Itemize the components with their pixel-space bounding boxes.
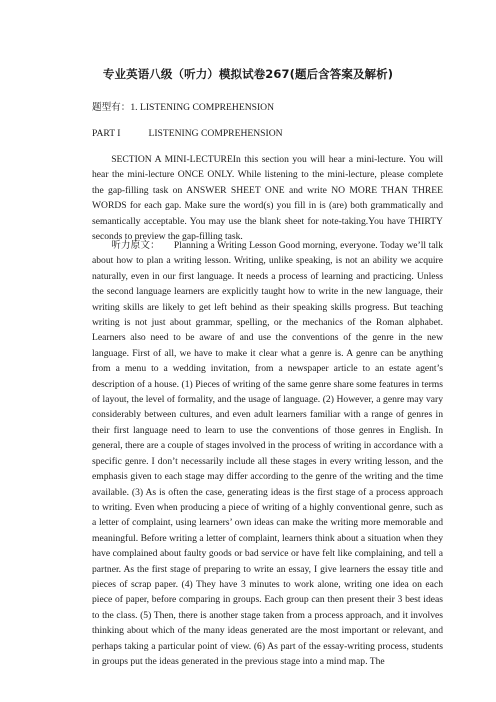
question-types-line (92, 100, 443, 115)
page-title: 专业英语八级（听力）模拟试卷267(题后含答案及解析) (102, 67, 394, 81)
question-types-label: 题型有： (92, 102, 131, 113)
original-text-label: 听力原文： (111, 240, 160, 251)
part-number: PART I (92, 128, 121, 139)
listening-original-text (92, 238, 443, 669)
original-text-body: Planning a Writing Lesson Good morning, everyone. Today we’ll talk about how to plan a writing lesson. Writing, unlike speaking, is not an ability we acquire naturally, even in our first language. It needs a process of learning and practicing. Unless the second language learners are explicitly taught how to write in the new language, their writing skills are likely to get left behind as their speaking skills progress. But teaching writing is not just about grammar, spelling, or the mechanics of the Roman alphabet. Learners also need to be aware of and use the conventions of the genre in the new language. First of all, we have to make it clear what a genre is. A genre can be anything from a menu to a wedding invitation, from a newspaper article to an estate agent’s description of a house. (1) Pieces of writing of the same genre share some features in terms of layout, the level of formality, and the usage of language. (2) However, a genre may vary considerably between cultures, and even adult learners familiar with a range of genres in their first language need to learn to use the conventions of those genres in English. In general, there are a couple of stages involved in the process of writing in accordance with a specific genre. I don’t necessarily include all these stages in every writing lesson, and the emphasis given to each stage may differ according to the genre of the writing and the time available. (3) As is often the case, generating ideas is the first stage of a process approach to writing. Even when producing a piece of writing of a highly conventional genre, such as a letter of complaint, using learners’ own ideas can make the writing more memorable and meaningful. Before writing a letter of complaint, learners think about a situation when they have complained about faulty goods or bad service or have felt like complaining, and tell a partner. As the first stage of preparing to write an essay, I give learners the essay title and pieces of scrap paper. (4) They have 3 minutes to work alone, writing one idea on each piece of paper, before comparing in groups. Each group can then present their 3 best ideas to the class. (5) Then, there is another stage taken from a process approach, and it involves thinking about which of the many ideas generated are the most important or relevant, and perhaps taking a particular point of view. (6) As part of the essay-writing process, students in groups put the ideas generated in the previous stage into a mind map. The (92, 240, 443, 667)
part-heading (92, 126, 443, 141)
question-types-value: 1. LISTENING COMPREHENSION (130, 102, 275, 113)
part-name: LISTENING COMPREHENSION (148, 128, 283, 139)
section-a-instructions: SECTION A MINI-LECTUREIn this section you will hear a mini-lecture. You will hear the mini-lecture ONCE ONLY. While listening to the mini-lecture, please complete the gap-filling task on ANSWER SHEET ONE and write NO MORE THAN THREE WORDS for each gap. Make sure the word(s) you fill in is (are) both grammatically and semantically acceptable. You may use the blank sheet for note-taking.You have THIRTY seconds to preview the gap-filling task. (92, 154, 443, 243)
